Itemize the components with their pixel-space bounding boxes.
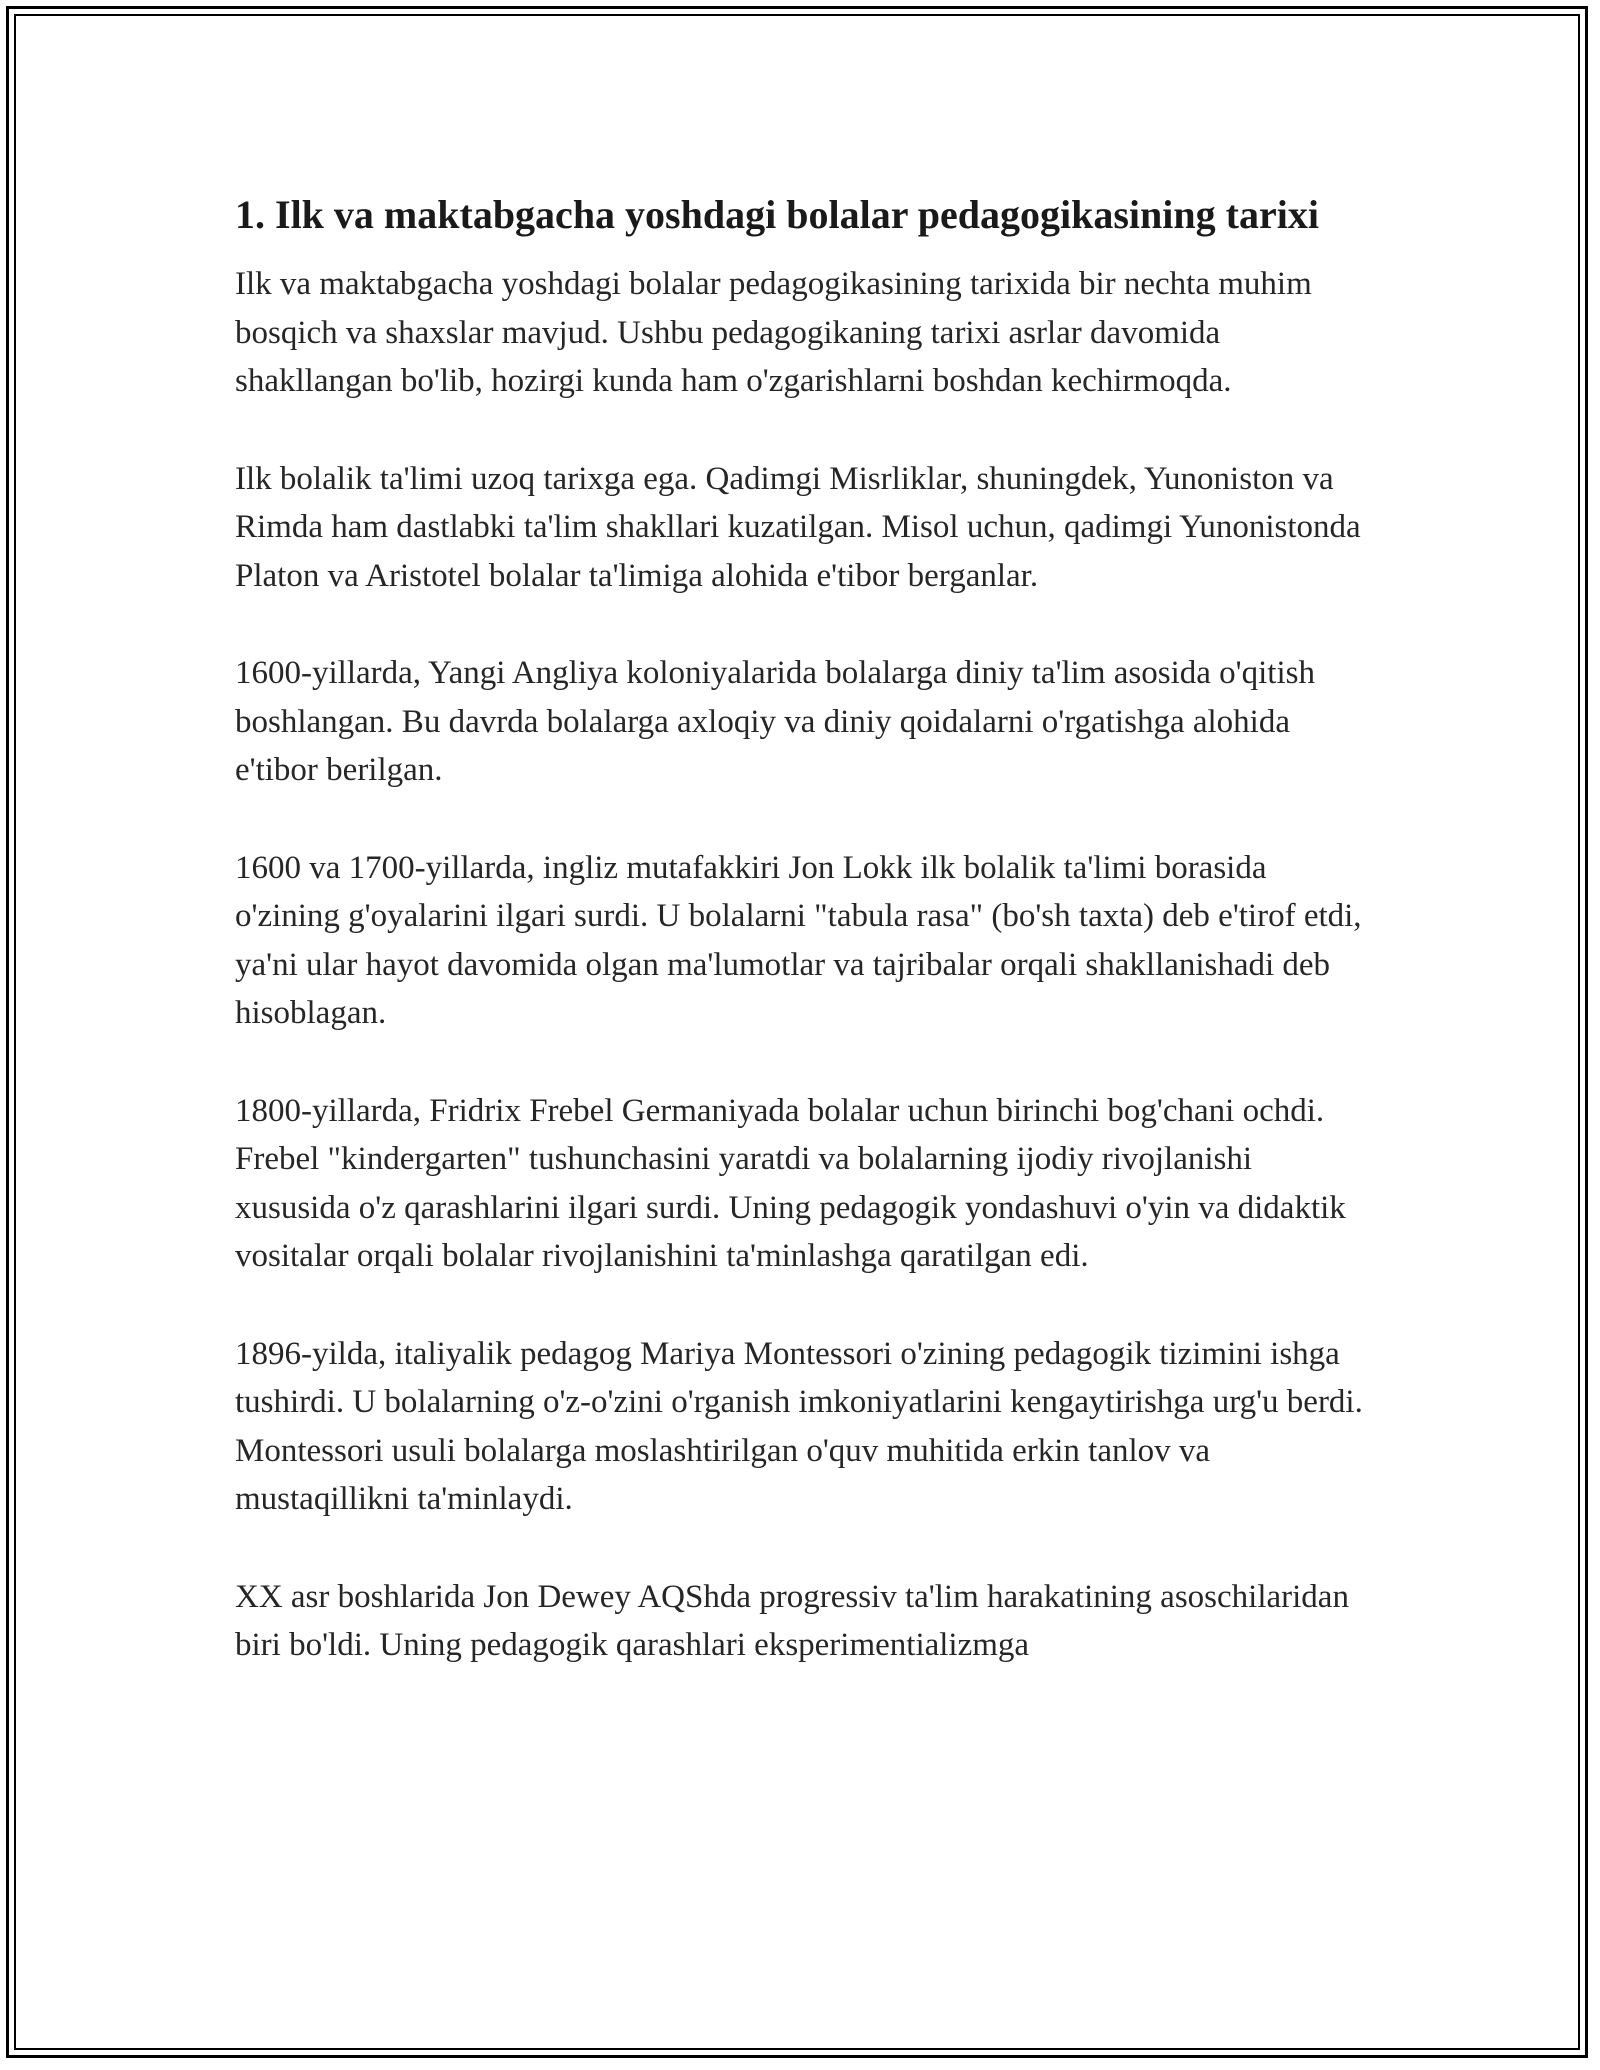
document-body xyxy=(235,187,1365,1719)
paragraph-froebel: 1800-yillarda, Fridrix Frebel Germaniyada bolalar uchun birinchi bog'chani ochdi. Frebel "kindergarten" tushunchasini yaratdi va bolalarning ijodiy rivojlanishi xususida o'z qarashlarini ilgari surdi. Uning pedagogik yondashuvi o'yin va didaktik vositalar orqali bolalar rivojlanishini ta'minlashga qaratilgan edi. xyxy=(235,1092,1346,1274)
paragraph-john-locke: 1600 va 1700-yillarda, ingliz mutafakkiri Jon Lokk ilk bolalik ta'limi borasida o'zining g'oyalarini ilgari surdi. U bolalarni "tabula rasa" (bo'sh taxta) deb e'tirof etdi, ya'ni ular hayot davomida olgan ma'lumotlar va tajribalar orqali shakllanishadi deb hisoblagan. xyxy=(235,849,1362,1031)
paragraph-ancient-history: Ilk bolalik ta'limi uzoq tarixga ega. Qadimgi Misrliklar, shuningdek, Yunoniston va Rimda ham dastlabki ta'lim shakllari kuzatilgan. Misol uchun, qadimgi Yunonistonda Platon va Aristotel bolalar ta'limiga alohida e'tibor berganlar. xyxy=(235,460,1361,594)
paragraph-intro: Ilk va maktabgacha yoshdagi bolalar pedagogikasining tarixida bir nechta muhim bosqich va shaxslar mavjud. Ushbu pedagogikaning tarixi asrlar davomida shakllangan bo'lib, hozirgi kunda ham o'zgarishlarni boshdan kechirmoqda. xyxy=(235,266,1312,399)
paragraph-montessori: 1896-yilda, italiyalik pedagog Mariya Montessori o'zining pedagogik tizimini ishga tushirdi. U bolalarning o'z-o'zini o'rganish imkoniyatlarini kengaytirishga urg'u berdi. Montessori usuli bolalarga moslashtirilgan o'quv muhitida erkin tanlov va mustaqillikni ta'minlaydi. xyxy=(235,1335,1363,1517)
paragraph-dewey: XX asr boshlarida Jon Dewey AQShda progressiv ta'lim harakatining asoschilaridan biri bo'ldi. Uning pedagogik qarashlari eksperimentializmga xyxy=(235,1578,1349,1663)
section-heading: 1. Ilk va maktabgacha yoshdagi bolalar pedagogikasining tarixi xyxy=(235,192,1319,237)
paragraph-1600s-new-england: 1600-yillarda, Yangi Angliya koloniyalarida bolalarga diniy ta'lim asosida o'qitish boshlangan. Bu davrda bolalarga axloqiy va diniy qoidalarni o'rgatishga alohida e'tibor berilgan. xyxy=(235,655,1315,788)
